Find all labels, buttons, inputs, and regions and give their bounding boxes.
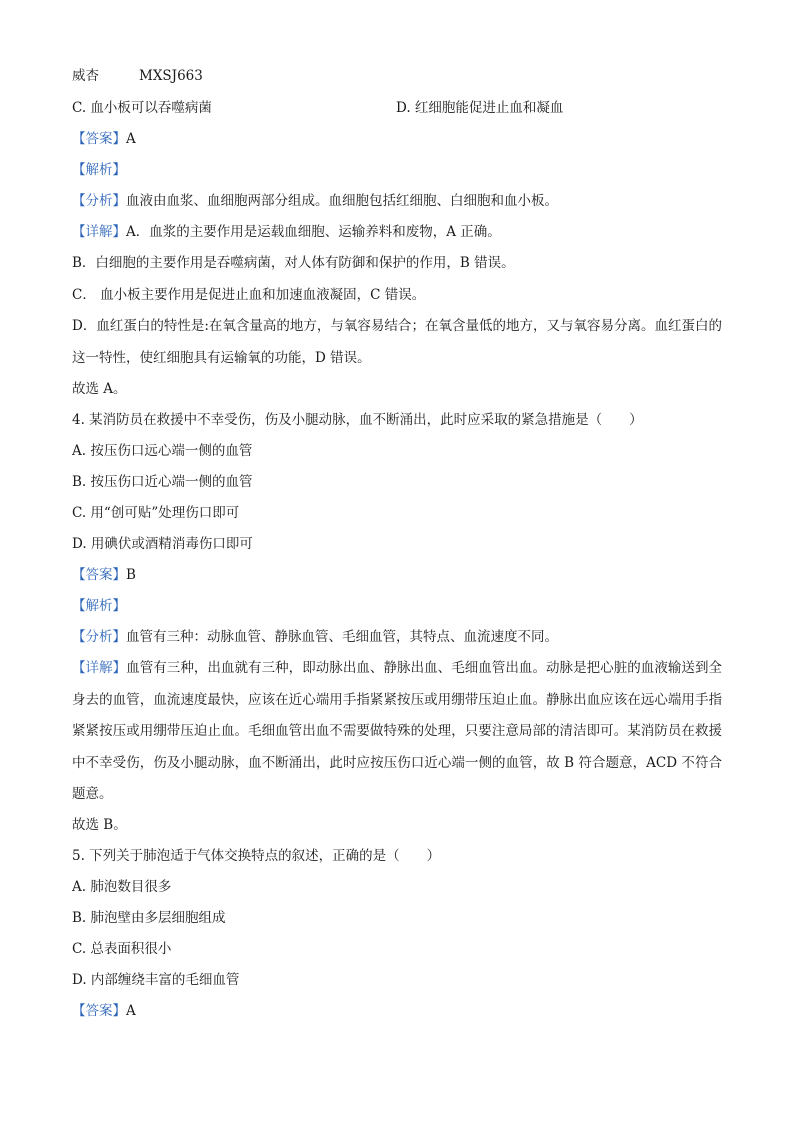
q4-fenxi: [72, 627, 722, 647]
fenxi-text: 血液由血浆、血细胞两部分组成。血细胞包括红细胞、白细胞和血小板。: [126, 193, 558, 209]
q5-option-b: B. 肺泡壁由多层细胞组成: [72, 910, 226, 926]
answer-tag: 【答案】: [72, 1003, 126, 1019]
answer-value: A: [126, 131, 136, 147]
q3-xiangjie-d: D．血红蛋白的特性是:在氧含量高的地方，与氧容易结合；在氧含量低的地方，又与氧容易分离。血红蛋白的这一特性，使红细胞具有运输氧的功能，D 错误。: [72, 318, 722, 366]
xiangjie-tag: 【详解】: [72, 224, 126, 240]
q4-analysis-heading: [72, 596, 722, 616]
analysis-tag: 【解析】: [72, 162, 126, 178]
q4-conclusion: 故选 B。: [72, 817, 127, 833]
q3-option-d: D. 红细胞能促进止血和凝血: [396, 100, 564, 116]
q3-analysis-heading: [72, 160, 722, 180]
q5-answer: [72, 1001, 722, 1021]
q5-option-d: D. 内部缠绕丰富的毛细血管: [72, 972, 240, 988]
q3-conclusion: 故选 A。: [72, 381, 127, 397]
answer-value: A: [126, 1003, 136, 1019]
q5-stem: 5. 下列关于肺泡适于气体交换特点的叙述，正确的是（ ）: [72, 848, 441, 864]
fenxi-tag: 【分析】: [72, 629, 126, 645]
q4-answer: [72, 565, 722, 585]
q5-option-c: C. 总表面积很小: [72, 941, 172, 957]
answer-tag: 【答案】: [72, 567, 126, 583]
fenxi-text: 血管有三种：动脉血管、静脉血管、毛细血管，其特点、血流速度不同。: [126, 629, 558, 645]
q3-fenxi: [72, 191, 722, 211]
q4-option-d: D. 用碘伏或酒精消毒伤口即可: [72, 536, 253, 552]
q3-option-c: C. 血小板可以吞噬病菌: [72, 100, 212, 116]
analysis-tag: 【解析】: [72, 598, 126, 614]
answer-tag: 【答案】: [72, 131, 126, 147]
answer-value: B: [126, 567, 136, 583]
q5-option-a: A. 肺泡数目很多: [72, 879, 172, 895]
q4-option-b: B. 按压伤口近心端一侧的血管: [72, 474, 253, 490]
xiangjie-text: 血管有三种，出血就有三种，即动脉出血、静脉出血、毛细血管出血。动脉是把心脏的血液输送到全身去的血管，血流速度最快，应该在近心端用手指紧紧按压或用绷带压迫止血。静脉出血应该在远心端用手指紧紧按压或用绷带压迫止血。毛细血管出血不需要做特殊的处理，只要注意局部的清洁即可。某消防员在救援中不幸受伤，伤及小腿动脉，血不断涌出，此时应按压伤口近心端一侧的血管，故 B 符合题意，ACD 不符合题意。: [72, 660, 723, 802]
q4-stem: 4. 某消防员在救援中不幸受伤，伤及小腿动脉，血不断涌出，此时应采取的紧急措施是（ ）: [72, 412, 643, 428]
q3-xiangjie-a: [72, 222, 722, 242]
fenxi-tag: 【分析】: [72, 193, 126, 209]
header-code: MXSJ663: [139, 68, 203, 84]
xiangjie-a-text: A．血浆的主要作用是运载血细胞、运输养料和废物，A 正确。: [126, 224, 501, 240]
page-header: [72, 66, 722, 86]
q4-option-c: C. 用“创可贴”处理伤口即可: [72, 505, 240, 521]
q4-xiangjie: [72, 653, 722, 811]
q3-xiangjie-c: C． 血小板主要作用是促进止血和加速血液凝固，C 错误。: [72, 287, 426, 303]
q3-xiangjie-b: B．白细胞的主要作用是吞噬病菌，对人体有防御和保护的作用，B 错误。: [72, 255, 515, 271]
q4-option-a: A. 按压伤口远心端一侧的血管: [72, 443, 253, 459]
xiangjie-tag: 【详解】: [72, 660, 127, 676]
q3-answer: [72, 129, 722, 149]
header-left: 威杏: [72, 68, 99, 84]
